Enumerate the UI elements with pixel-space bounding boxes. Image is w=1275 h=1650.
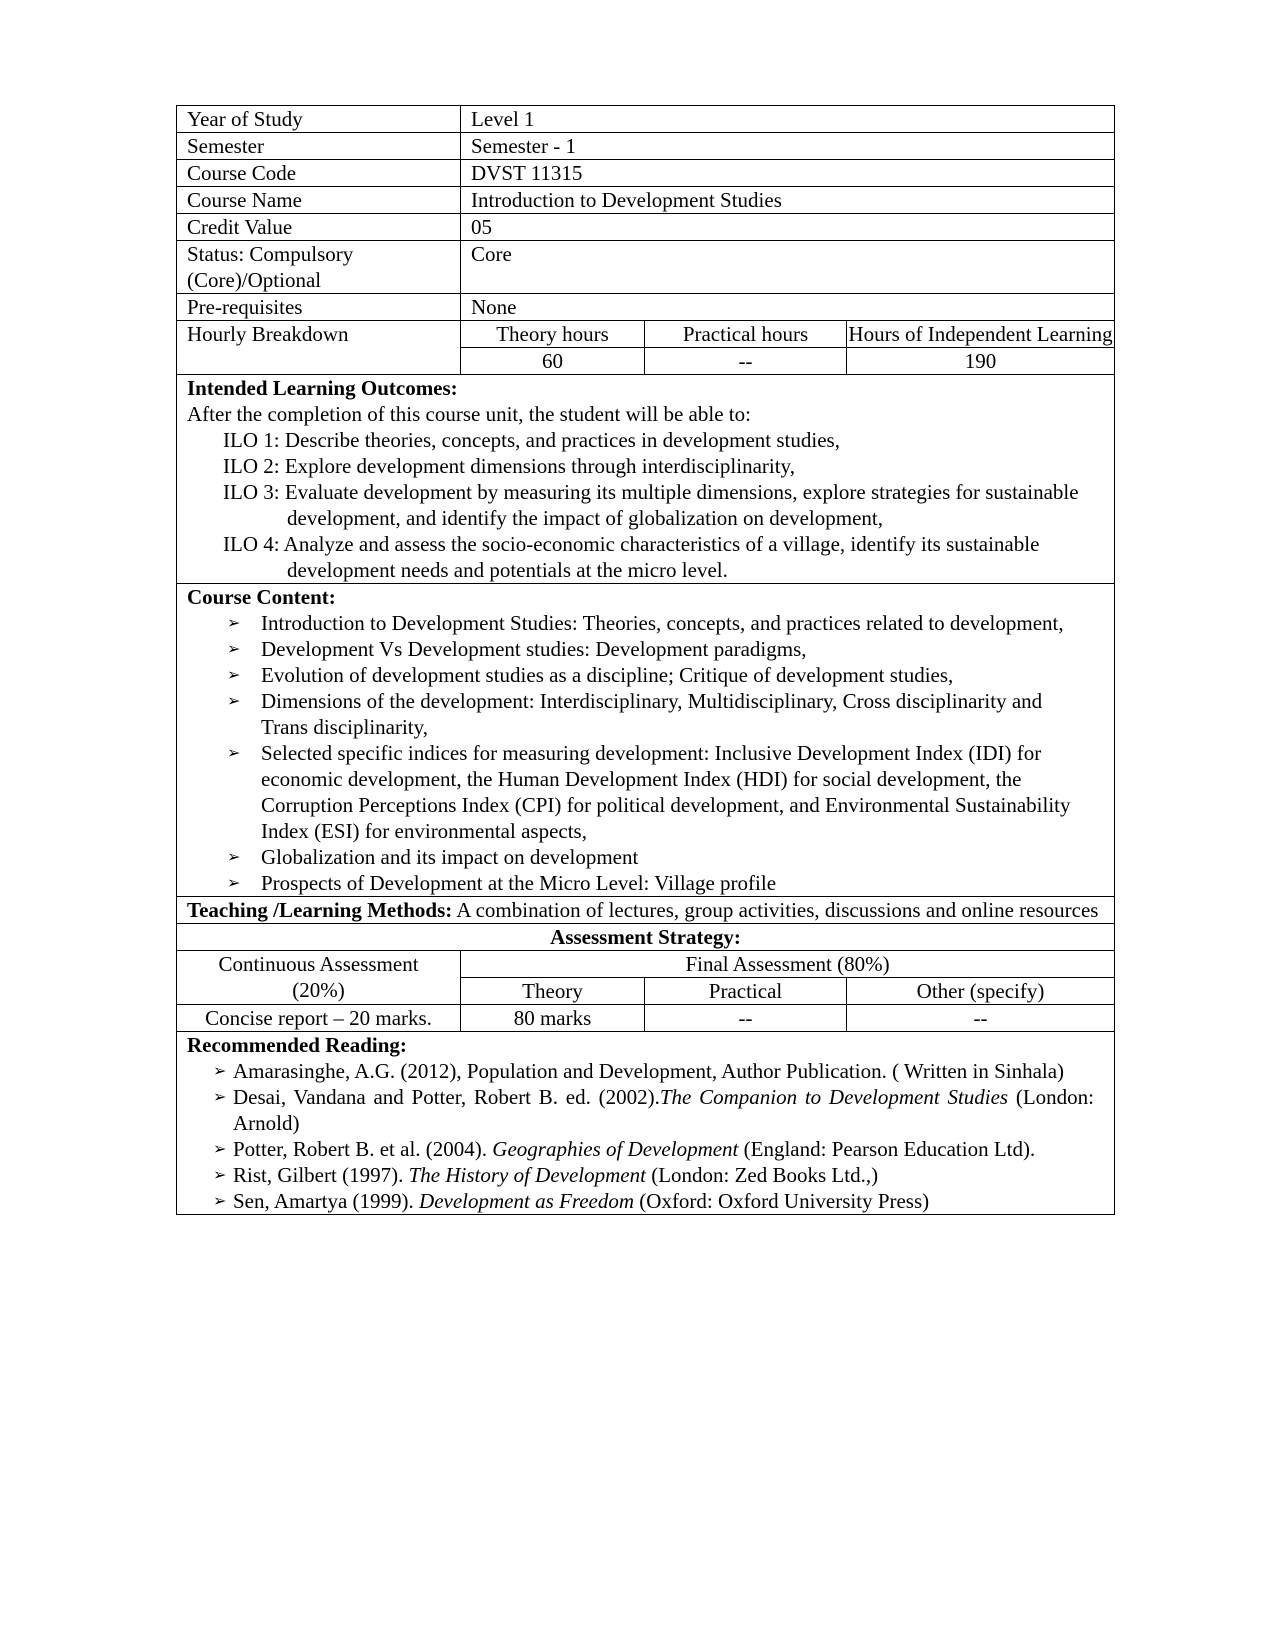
arrow-bullet-icon: ➢ xyxy=(227,665,241,684)
row-course-name xyxy=(177,187,1115,214)
reading-text: (London: Zed Books Ltd.,) xyxy=(645,1163,879,1187)
header-independent-hours: Hours of Independent Learning xyxy=(848,322,1113,346)
arrow-bullet-icon: ➢ xyxy=(227,691,241,710)
row-recommended-reading xyxy=(177,1032,1115,1215)
ilo-intro: After the completion of this course unit, the student will be able to: xyxy=(187,402,751,426)
list-item xyxy=(227,662,1094,688)
value-independent-hours: 190 xyxy=(847,348,1115,375)
reading-text: Sen, Amartya (1999). xyxy=(233,1189,420,1213)
reading-text: Rist, Gilbert (1997). xyxy=(233,1163,409,1187)
row-assessment-header xyxy=(177,951,1115,978)
list-item xyxy=(227,844,1094,870)
row-assessment-title xyxy=(177,924,1115,951)
content-item-text: Development Vs Development studies: Development paradigms, xyxy=(261,637,807,661)
ilo-item: ILO 4: Analyze and assess the socio-economic characteristics of a village, identify its sustainable development needs and potentials at the micro level. xyxy=(223,532,1040,582)
final-practical-value: -- xyxy=(645,1005,847,1032)
value-course-name: Introduction to Development Studies xyxy=(461,187,1115,214)
arrow-bullet-icon: ➢ xyxy=(213,1087,227,1106)
value-status: Core xyxy=(461,241,1115,294)
row-prerequisites xyxy=(177,294,1115,321)
recommended-reading-section xyxy=(177,1032,1115,1215)
arrow-bullet-icon: ➢ xyxy=(213,1165,227,1184)
arrow-bullet-icon: ➢ xyxy=(213,1191,227,1210)
row-credit-value xyxy=(177,214,1115,241)
ilo-item: ILO 1: Describe theories, concepts, and practices in development studies, xyxy=(223,428,840,452)
label-prerequisites: Pre-requisites xyxy=(177,294,461,321)
list-item xyxy=(213,1162,1094,1188)
content-item-text: Introduction to Development Studies: Theories, concepts, and practices related to development, xyxy=(261,611,1064,635)
content-item-text: Evolution of development studies as a discipline; Critique of development studies, xyxy=(261,663,954,687)
assessment-strategy-title: Assessment Strategy: xyxy=(177,924,1115,951)
value-year-of-study: Level 1 xyxy=(461,106,1115,133)
continuous-assessment-header: Continuous Assessment (20%) xyxy=(177,951,461,1005)
arrow-bullet-icon: ➢ xyxy=(227,743,241,762)
content-item-text: Globalization and its impact on development xyxy=(261,845,639,869)
row-ilo xyxy=(177,375,1115,584)
teaching-methods-section xyxy=(177,897,1115,924)
reading-title-italic: The Companion to Development Studies xyxy=(659,1085,1009,1109)
reading-text: (London: Arnold) xyxy=(233,1085,1095,1135)
value-practical-hours: -- xyxy=(645,348,847,375)
reading-text: (Oxford: Oxford University Press) xyxy=(634,1189,930,1213)
arrow-bullet-icon: ➢ xyxy=(227,639,241,658)
reading-text: Desai, Vandana and Potter, Robert B. ed. (2002). xyxy=(233,1085,660,1109)
final-other-header: Other (specify) xyxy=(847,978,1115,1005)
ilo-item: ILO 3: Evaluate development by measuring its multiple dimensions, explore strategies for sustainable development, and identify the impact of globalization on development, xyxy=(223,480,1079,530)
label-status: Status: Compulsory (Core)/Optional xyxy=(177,241,461,294)
final-assessment-header: Final Assessment (80%) xyxy=(461,951,1115,978)
list-item xyxy=(227,688,1094,740)
reading-list xyxy=(187,1058,1104,1214)
syllabus-table xyxy=(176,105,1115,1215)
reading-text: Potter, Robert B. et al. (2004). xyxy=(233,1137,493,1161)
row-course-content xyxy=(177,584,1115,897)
arrow-bullet-icon: ➢ xyxy=(227,613,241,632)
label-hourly-breakdown: Hourly Breakdown xyxy=(177,321,461,375)
ilo-title: Intended Learning Outcomes: xyxy=(187,376,458,400)
final-theory-header: Theory xyxy=(461,978,645,1005)
course-content-list xyxy=(187,610,1104,896)
reading-title-italic: Development as Freedom xyxy=(419,1189,635,1213)
list-item xyxy=(213,1084,1094,1136)
header-practical-hours: Practical hours xyxy=(645,321,847,348)
continuous-assessment-value: Concise report – 20 marks. xyxy=(177,1005,461,1032)
course-content-section xyxy=(177,584,1115,897)
reading-text: (England: Pearson Education Ltd). xyxy=(738,1137,1036,1161)
ilo-item: ILO 2: Explore development dimensions through interdisciplinarity, xyxy=(223,454,795,478)
list-item xyxy=(227,610,1094,636)
label-course-code: Course Code xyxy=(177,160,461,187)
list-item xyxy=(213,1188,1094,1214)
arrow-bullet-icon: ➢ xyxy=(213,1139,227,1158)
value-prerequisites: None xyxy=(461,294,1115,321)
row-status xyxy=(177,241,1115,294)
ilo-list xyxy=(187,427,1104,583)
final-other-value: -- xyxy=(847,1005,1115,1032)
label-year-of-study: Year of Study xyxy=(177,106,461,133)
list-item xyxy=(227,740,1094,844)
final-practical-header: Practical xyxy=(645,978,847,1005)
list-item xyxy=(227,636,1094,662)
content-item-text: Selected specific indices for measuring development: Inclusive Development Index (IDI) for economic development, the Human Development Index (HDI) for social development, the Corruption Perceptions Index (CPI) for political development, and Environmental Sustainability Index (ESI) for environmental aspects, xyxy=(261,741,1071,843)
ilo-section xyxy=(177,375,1115,584)
list-item xyxy=(213,1058,1094,1084)
header-theory-hours: Theory hours xyxy=(461,321,645,348)
arrow-bullet-icon: ➢ xyxy=(213,1061,227,1080)
row-course-code xyxy=(177,160,1115,187)
row-hourly-headers xyxy=(177,321,1115,348)
row-year-of-study xyxy=(177,106,1115,133)
teaching-methods-title: Teaching /Learning Methods: xyxy=(187,898,453,922)
value-course-code: DVST 11315 xyxy=(461,160,1115,187)
course-content-title: Course Content: xyxy=(187,585,336,609)
arrow-bullet-icon: ➢ xyxy=(227,847,241,866)
label-semester: Semester xyxy=(177,133,461,160)
teaching-methods-text: A combination of lectures, group activities, discussions and online resources xyxy=(452,898,1099,922)
label-course-name: Course Name xyxy=(177,187,461,214)
reading-title-italic: The History of Development xyxy=(408,1163,646,1187)
label-credit-value: Credit Value xyxy=(177,214,461,241)
value-theory-hours: 60 xyxy=(461,348,645,375)
list-item xyxy=(227,870,1094,896)
final-theory-value: 80 marks xyxy=(461,1005,645,1032)
row-semester xyxy=(177,133,1115,160)
arrow-bullet-icon: ➢ xyxy=(227,873,241,892)
row-teaching-methods xyxy=(177,897,1115,924)
content-item-text: Prospects of Development at the Micro Level: Village profile xyxy=(261,871,777,895)
course-syllabus-sheet xyxy=(176,105,1114,1215)
reading-title-italic: Geographies of Development xyxy=(492,1137,739,1161)
value-credit-value: 05 xyxy=(461,214,1115,241)
reading-text: Amarasinghe, A.G. (2012), Population and Development, Author Publication. ( Written in Sinhala) xyxy=(233,1059,1065,1083)
recommended-reading-title: Recommended Reading: xyxy=(187,1033,407,1057)
list-item xyxy=(213,1136,1094,1162)
row-assessment-values xyxy=(177,1005,1115,1032)
value-semester: Semester - 1 xyxy=(461,133,1115,160)
content-item-text: Dimensions of the development: Interdisciplinary, Multidisciplinary, Cross disciplinarity and Trans disciplinarity, xyxy=(261,689,1043,739)
